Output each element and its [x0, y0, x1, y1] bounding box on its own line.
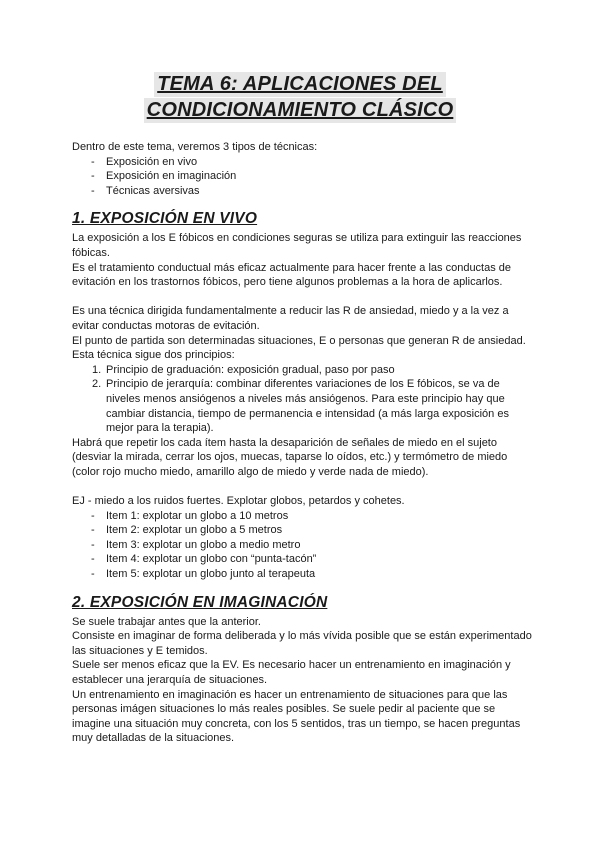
page-title [0, 72, 600, 124]
list-number: 2. [92, 378, 102, 391]
section-heading-exposicion-en-vivo: 1. EXPOSICIÓN EN VIVO [72, 210, 258, 228]
section-heading-exposicion-en-imaginacion: 2. EXPOSICIÓN EN IMAGINACIÓN [72, 593, 328, 611]
intro-list [72, 155, 532, 199]
example-list [72, 509, 532, 582]
paragraph: Es el tratamiento conductual más eficaz actualmente para hacer frente a las conductas de evitación en los trastornos fóbicos, pero tiene algunos problemas a la hora de aplicarlos. [72, 261, 512, 289]
list-item-text: Principio de graduación: exposición gradual, paso por paso [106, 363, 395, 376]
paragraph: El punto de partida son determinadas situaciones, E o personas que generan R de ansiedad. [72, 334, 526, 347]
list-item: - Técnicas aversivas [91, 184, 532, 199]
paragraph: Consiste en imaginar de forma deliberada y lo más vívida posible que se están experimentado las situaciones y E temidos. [72, 630, 532, 657]
principles-list [72, 363, 532, 436]
paragraph: La exposición a los E fóbicos en condiciones seguras se utiliza para extinguir las reacciones fóbicas. [72, 232, 522, 259]
list-item [92, 363, 532, 378]
list-item: - Item 3: explotar un globo a medio metro [91, 538, 532, 553]
list-item: - Item 4: explotar un globo con “punta-tacón” [91, 552, 532, 567]
paragraph: Esta técnica sigue dos principios: [72, 349, 235, 362]
list-item: - Item 2: explotar un globo a 5 metros [91, 523, 532, 538]
paragraph: Es una técnica dirigida fundamentalmente a reducir las R de ansiedad, miedo y a la vez a evitar conductas motoras de evitación. [72, 305, 509, 332]
list-item: - Exposición en imaginación [91, 169, 532, 184]
list-item: - Item 5: explotar un globo junto al terapeuta [91, 567, 532, 582]
list-item: - Exposición en vivo [91, 155, 532, 170]
blank-line [72, 290, 532, 305]
example-text: EJ - miedo a los ruidos fuertes. Explotar globos, petardos y cohetes. [72, 495, 405, 508]
title-line-1: TEMA 6: APLICACIONES DEL [154, 72, 446, 97]
title-line-2: CONDICIONAMIENTO CLÁSICO [144, 98, 457, 123]
paragraph: Habrá que repetir los cada ítem hasta la desaparición de señales de miedo en el sujeto (desviar la mirada, cerrar los ojos, muecas, taparse lo oídos, etc.) y termómetro de miedo (color rojo mucho miedo, amarillo algo de miedo y verde nada de miedo). [72, 436, 508, 478]
list-item [92, 377, 532, 435]
document-body [72, 140, 532, 746]
list-item-text: Principio de jerarquía: combinar diferentes variaciones de los E fóbicos, se va de niveles menos ansiógenos a niveles más ansiógenos. Para este principio hay que cambiar distancia, tiempo de permanencia e intensidad (a más larga exposición es mejor para la terapia). [106, 378, 509, 435]
paragraph: Se suele trabajar antes que la anterior. [72, 615, 261, 628]
blank-line [72, 479, 532, 494]
paragraph: Un entrenamiento en imaginación es hacer un entrenamiento de situaciones para que las personas imágen situaciones lo más reales posibles. Se suele pedir al paciente que se imagine una situación muy concreta, con los 5 sentidos, tras un tiempo, se hacen preguntas muy detalladas de la situaciones. [72, 688, 521, 745]
intro-text: Dentro de este tema, veremos 3 tipos de técnicas: [72, 141, 318, 153]
list-item: - Item 1: explotar un globo a 10 metros [91, 509, 532, 524]
paragraph: Suele ser menos eficaz que la EV. Es necesario hacer un entrenamiento en imaginación y establecer una jerarquía de situaciones. [72, 659, 511, 686]
list-number: 1. [92, 363, 102, 376]
